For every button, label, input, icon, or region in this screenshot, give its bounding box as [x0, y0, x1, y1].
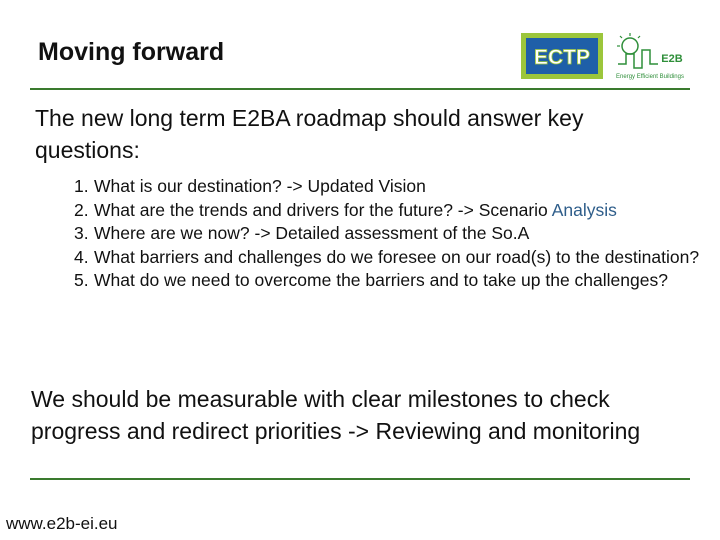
question-item [74, 222, 714, 246]
question-number: 3. [74, 223, 89, 243]
ectp-logo [521, 33, 603, 79]
questions-list [74, 175, 714, 293]
closing-statement: We should be measurable with clear milestones to check progress and redirect priorities -> Reviewing and monitoring [31, 386, 641, 444]
question-text: What do we need to overcome the barriers and to take up the challenges? [94, 270, 668, 290]
title-divider [30, 88, 690, 90]
question-item [74, 199, 714, 223]
e2b-logo-tagline: Energy Efficient Buildings [616, 74, 684, 80]
question-number: 1. [74, 176, 89, 196]
e2b-logo [612, 30, 688, 82]
question-text: Where are we now? -> Detailed assessment of the So.A [94, 223, 530, 243]
question-number: 2. [74, 199, 89, 220]
question-text: What is our destination? -> Updated Vision [94, 176, 426, 196]
footer-divider [30, 478, 690, 480]
slide-title: Moving forward [38, 38, 225, 66]
question-number: 5. [74, 270, 89, 290]
ectp-logo-text: ECTP [533, 46, 591, 69]
question-number: 4. [74, 246, 89, 267]
intro-text: The new long term E2BA roadmap should answer key questions: [35, 105, 584, 163]
question-accent-text: Analysis [551, 199, 617, 220]
question-text: What are the trends and drivers for the future? -> Scenario [94, 199, 552, 220]
question-item [74, 175, 714, 199]
question-text: What barriers and challenges do we foresee on our road(s) to the destination? [94, 246, 700, 267]
e2b-logo-text: E2B [661, 53, 683, 65]
question-item [74, 246, 714, 270]
question-item [74, 269, 714, 293]
footer-url[interactable]: www.e2b-ei.eu [6, 514, 118, 533]
